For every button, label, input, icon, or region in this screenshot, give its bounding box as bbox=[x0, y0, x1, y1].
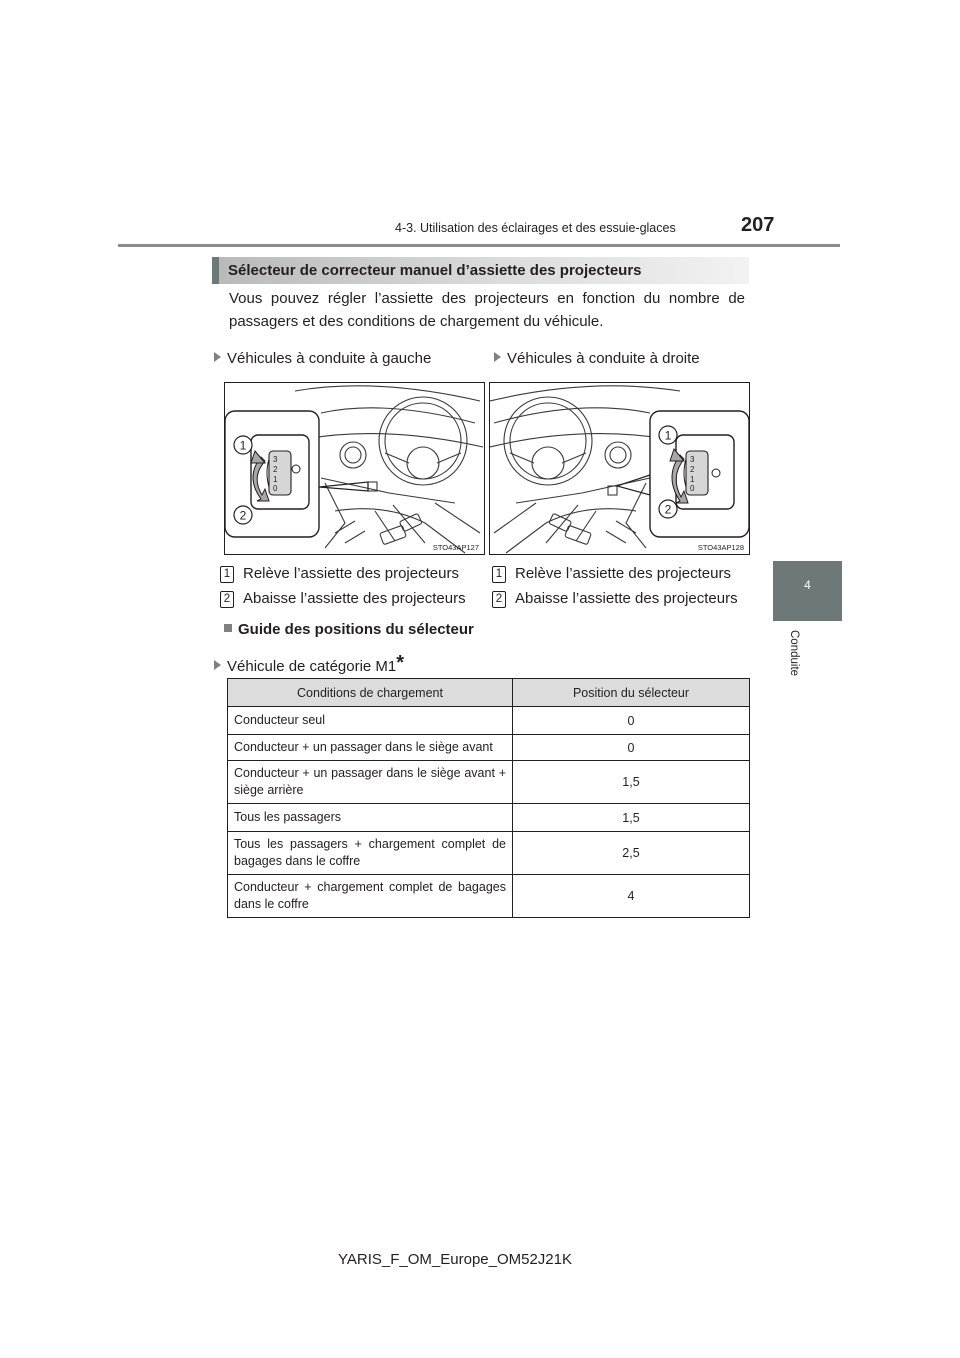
legend-rhd-2 bbox=[492, 590, 738, 608]
legend-number: 2 bbox=[220, 591, 234, 608]
callout-1-label: 1 bbox=[664, 428, 672, 443]
position-cell: 0 bbox=[513, 707, 750, 735]
chapter-number: 4 bbox=[804, 578, 811, 592]
dial-mark-0: 0 bbox=[273, 484, 278, 493]
figure-caption-rhd bbox=[494, 350, 700, 367]
position-cell: 4 bbox=[513, 875, 750, 918]
figure-caption-lhd-text: Véhicules à conduite à gauche bbox=[227, 350, 432, 367]
dial-mark-3: 3 bbox=[690, 455, 695, 464]
dial-mark-1: 1 bbox=[273, 475, 278, 484]
condition-cell: Conducteur + un passager dans le siège avant + siège arrière bbox=[228, 761, 513, 804]
position-cell: 1,5 bbox=[513, 804, 750, 832]
column-header-conditions: Conditions de chargement bbox=[228, 679, 513, 707]
figure-code-rhd: STO43AP128 bbox=[697, 543, 744, 552]
table-row bbox=[228, 875, 750, 918]
title-bar-accent bbox=[212, 257, 219, 284]
bullet-arrow-icon bbox=[494, 352, 501, 362]
dial-mark-3: 3 bbox=[273, 455, 278, 464]
legend-number: 1 bbox=[220, 566, 234, 583]
table-header-row bbox=[228, 679, 750, 707]
footnote-mark: * bbox=[396, 652, 405, 674]
callout-2-label: 2 bbox=[239, 508, 247, 523]
legend-number: 2 bbox=[492, 591, 506, 608]
dial-mark-2: 2 bbox=[273, 465, 278, 474]
legend-number: 1 bbox=[492, 566, 506, 583]
bullet-arrow-icon bbox=[214, 352, 221, 362]
vehicle-category bbox=[214, 648, 404, 675]
condition-cell: Conducteur seul bbox=[228, 707, 513, 735]
figure-code-lhd: STO43AP127 bbox=[432, 543, 479, 552]
condition-cell: Conducteur + un passager dans le siège avant bbox=[228, 735, 513, 761]
chapter-label: Conduite bbox=[788, 630, 800, 677]
position-cell: 2,5 bbox=[513, 832, 750, 875]
vehicle-category-text: Véhicule de catégorie M1 bbox=[227, 658, 397, 675]
dial-mark-1: 1 bbox=[690, 475, 695, 484]
condition-cell: Tous les passagers bbox=[228, 804, 513, 832]
header-rule bbox=[118, 244, 840, 247]
selector-position-table bbox=[227, 678, 750, 918]
legend-text: Abaisse l’assiette des projecteurs bbox=[243, 590, 466, 607]
illustration-rhd bbox=[489, 382, 750, 555]
legend-text: Relève l’assiette des projecteurs bbox=[515, 565, 731, 582]
legend-lhd-2 bbox=[220, 590, 466, 608]
position-cell: 0 bbox=[513, 735, 750, 761]
legend-text: Abaisse l’assiette des projecteurs bbox=[515, 590, 738, 607]
figure-caption-rhd-text: Véhicules à conduite à droite bbox=[507, 350, 700, 367]
guide-heading bbox=[224, 621, 474, 638]
condition-cell: Conducteur + chargement complet de bagages dans le coffre bbox=[228, 875, 513, 918]
page-number: 207 bbox=[741, 214, 775, 236]
dial-mark-0: 0 bbox=[690, 484, 695, 493]
legend-lhd-1 bbox=[220, 565, 459, 583]
section-title: Sélecteur de correcteur manuel d’assiette des projecteurs bbox=[228, 262, 642, 279]
table-row bbox=[228, 735, 750, 761]
guide-title: Guide des positions du sélecteur bbox=[238, 621, 474, 638]
document-footer: YARIS_F_OM_Europe_OM52J21K bbox=[338, 1251, 573, 1268]
dashboard-illustration-lhd bbox=[225, 383, 484, 554]
position-cell: 1,5 bbox=[513, 761, 750, 804]
table-row bbox=[228, 761, 750, 804]
callout-2-label: 2 bbox=[664, 502, 672, 517]
figure-caption-lhd bbox=[214, 350, 431, 367]
legend-rhd-1 bbox=[492, 565, 731, 583]
table-row bbox=[228, 707, 750, 735]
column-header-position: Position du sélecteur bbox=[513, 679, 750, 707]
section-title-bar bbox=[212, 257, 749, 284]
bullet-arrow-icon bbox=[214, 660, 221, 670]
table-row bbox=[228, 832, 750, 875]
table-row bbox=[228, 804, 750, 832]
legend-text: Relève l’assiette des projecteurs bbox=[243, 565, 459, 582]
intro-paragraph: Vous pouvez régler l’assiette des projecteurs en fonction du nombre de passagers et des conditions de chargement du véhicule. bbox=[229, 290, 745, 330]
section-header: 4-3. Utilisation des éclairages et des essuie-glaces bbox=[395, 221, 676, 235]
dashboard-illustration-rhd bbox=[490, 383, 749, 554]
callout-1-label: 1 bbox=[239, 438, 247, 453]
illustration-lhd bbox=[224, 382, 485, 555]
condition-cell: Tous les passagers + chargement complet de bagages dans le coffre bbox=[228, 832, 513, 875]
square-bullet-icon bbox=[224, 624, 232, 632]
dial-mark-2: 2 bbox=[690, 465, 695, 474]
